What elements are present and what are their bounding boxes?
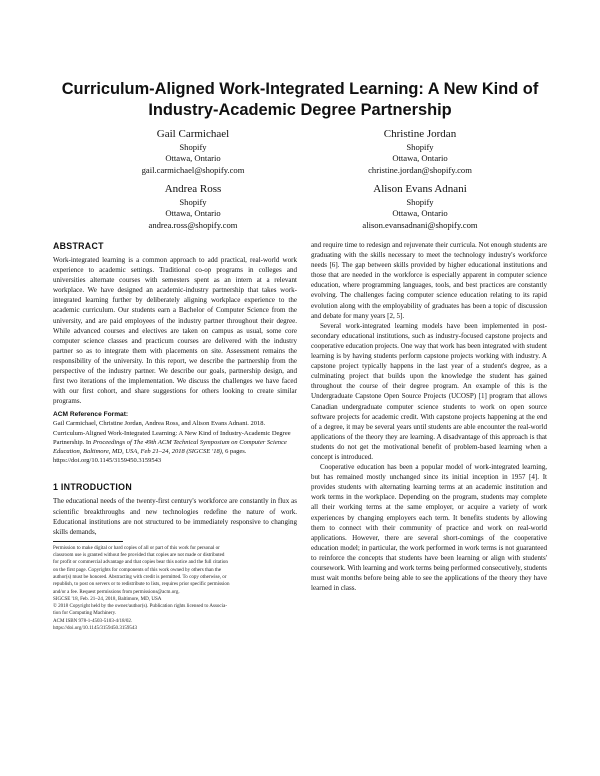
author-location: Ottawa, Ontario (392, 208, 448, 219)
acm-reference-label: ACM Reference Format: (53, 411, 129, 419)
author-affiliation: Shopify (179, 197, 207, 207)
author-name: Alison Evans Adnani (373, 183, 467, 195)
body-paragraph: Cooperative education has been a popular model of work-integrated learning, but has remained mostly unchanged since its initial inception in 1957 [4]. It provides students with alternating learning terms at an academic institution and work terms in the workplace. Depending on the program, students may complete all their working terms at the same employer, or acquire a variety of work experiences by changing employers each term. It benefits students by allowing them to connect with their community of practice and work on real-world applications. However, there are several short-comings of the cooperative education model; in particular, the work performed in work terms is not guaranteed to reinforce the concepts that students have been learning or align with students' coursework. With learning and work terms being performed consecutively, students must wait months before being able to see the applications of the theory they have learned in class. (311, 463, 547, 593)
author-email[interactable]: andrea.ross@shopify.com (148, 219, 238, 230)
footnote-line: ACM ISBN 978-1-4503-5103-4/18/02. (53, 617, 133, 624)
permission-footnote (53, 545, 297, 633)
body-paragraph: and require time to redesign and rejuvenate their curricula. Not enough students are graduating with the skills necessary to meet the technology industry's workforce needs [6]. The gap between skills provided by higher educational institutions and those that are needed in the workforce is especially apparent in computer science education, where programming languages, tools, and best practices are constantly evolving. The challenges facing computer science education relating to its rapid evolution along with the employability of graduates has been a topic of discussion and debate for many years [2, 5]. (311, 241, 547, 320)
abstract-heading: ABSTRACT (53, 241, 104, 251)
acm-reference-text (53, 419, 297, 465)
right-column (311, 240, 547, 593)
acm-reference-doi[interactable]: https://doi.org/10.1145/3159450.3159543 (53, 457, 162, 465)
footnote-line: classroom use is granted without fee provided that copies are not made or distributed (53, 552, 225, 559)
footnote-line: © 2018 Copyright held by the owner/author(s). Publication rights licensed to Associa- (53, 603, 227, 610)
author-email[interactable]: christine.jordan@shopify.com (368, 164, 472, 175)
author-name: Christine Jordan (383, 128, 457, 140)
author-email[interactable]: gail.carmichael@shopify.com (141, 164, 245, 175)
paper-title (40, 79, 560, 120)
paper-title-line-2: Industry-Academic Degree Partnership (148, 100, 452, 119)
footnote-line: and/or a fee. Request permissions from permissions@acm.org. (53, 588, 180, 595)
left-column (53, 240, 297, 632)
author-name: Andrea Ross (164, 183, 222, 195)
author-block (83, 182, 303, 231)
footnote-line: tion for Computing Machinery. (53, 610, 117, 617)
author-affiliation: Shopify (406, 142, 434, 152)
introduction-heading: 1 INTRODUCTION (53, 482, 132, 493)
footnote-line: republish, to post on servers or to redistribute to lists, requires prior specific permission (53, 581, 230, 588)
footnote-line[interactable]: https://doi.org/10.1145/3159450.3159543 (53, 625, 137, 632)
author-email[interactable]: alison.evansadnani@shopify.com (362, 219, 478, 230)
footnote-line: Permission to make digital or hard copies of all or part of this work for personal or (53, 544, 220, 551)
author-location: Ottawa, Ontario (165, 153, 221, 164)
introduction-text: The educational needs of the twenty-first century's workforce are constantly in flux as scientific breakthroughs and new technologies redefine the nature of work. Educational institutions are not structured to be immediately responsive to changing skills demands, (53, 497, 297, 536)
author-block (310, 182, 530, 231)
footnote-line: on the first page. Copyrights for components of this work owned by others than the (53, 566, 222, 573)
author-affiliation: Shopify (179, 142, 207, 152)
author-location: Ottawa, Ontario (165, 208, 221, 219)
body-paragraph: Several work-integrated learning models have been implemented in post-secondary educational institutions, such as industry-focused capstone projects and cooperative education projects. One way that work has been integrated with student learning is by having students perform capstone projects working with industry. A capstone project typically happens in the last year of a student's degree, as a culminating project that builds upon the knowledge the student has gained throughout the course of their degree program. An example of this is the Undergraduate Capstone Open Source Projects (UCOSP) [1] program that allows Canadian undergraduate computer science students to work on open source software projects for academic credit. With capstone projects happening at the end of a degree, it may be several years until students are able encounter the real-world applications of the theory they are learning. A disadvantage of this approach is that students do not get the motivational benefit of problem-based learning when a concept is introduced. (311, 321, 547, 461)
paper-title-line-1: Curriculum-Aligned Work-Integrated Learning: A New Kind of (61, 80, 539, 98)
abstract-text: Work-integrated learning is a common approach to add practical, real-world work experience to academic settings. Traditional co-op programs in colleges and universities alternate courses with semesters spent as an intern at a relevant workplace. We have designed an academic-industry partnership that takes work-integrated learning further by deliberately aligning workplace experience to the academic curriculum. Our students earn a Bachelor of Computer Science from the university, and are paid employees of the industry partner throughout their degree. While advanced courses and electives are taken on campus as usual, some core computer science classes and practicum courses are delivered with the industry partner so as to integrate them with placements on site. Assessment remains the responsibility of the university. In this report, we describe the partnership from the perspective of the industry partner. We describe our goals, partnership design, and first two iterations of the implementation. We discuss the challenges we have faced with our first cohort, and share suggestions for others looking to create similar programs. (53, 256, 297, 406)
author-block (83, 127, 303, 176)
author-affiliation: Shopify (406, 197, 434, 207)
author-location: Ottawa, Ontario (392, 153, 448, 164)
footnote-line: author(s) must be honored. Abstracting with credit is permitted. To copy otherwise, or (53, 573, 227, 580)
acm-reference-suffix: , 6 pages. (221, 448, 247, 456)
acm-reference-authors: Gail Carmichael, Christine Jordan, Andrea Ross, and Alison Evans Adnani. 2018. Curriculum-Aligned Work-Integrated Learning: A New Kind of Industry-Academic Degree Partnership. In (53, 420, 291, 446)
footnote-divider (53, 541, 123, 542)
footnote-line: SIGCSE '18, Feb. 21–24, 2018, Baltimore, MD, USA (53, 595, 162, 602)
author-block (310, 127, 530, 176)
footnote-line: for profit or commercial advantage and that copies bear this notice and the full citation (53, 559, 228, 566)
author-name: Gail Carmichael (156, 128, 230, 140)
acm-reference-venue: Proceedings of The 49th ACM Technical Symposium on Computer Science Education, Baltimore, MD, USA, Feb 21–24, 2018 (SIGCSE '18) (53, 438, 287, 456)
